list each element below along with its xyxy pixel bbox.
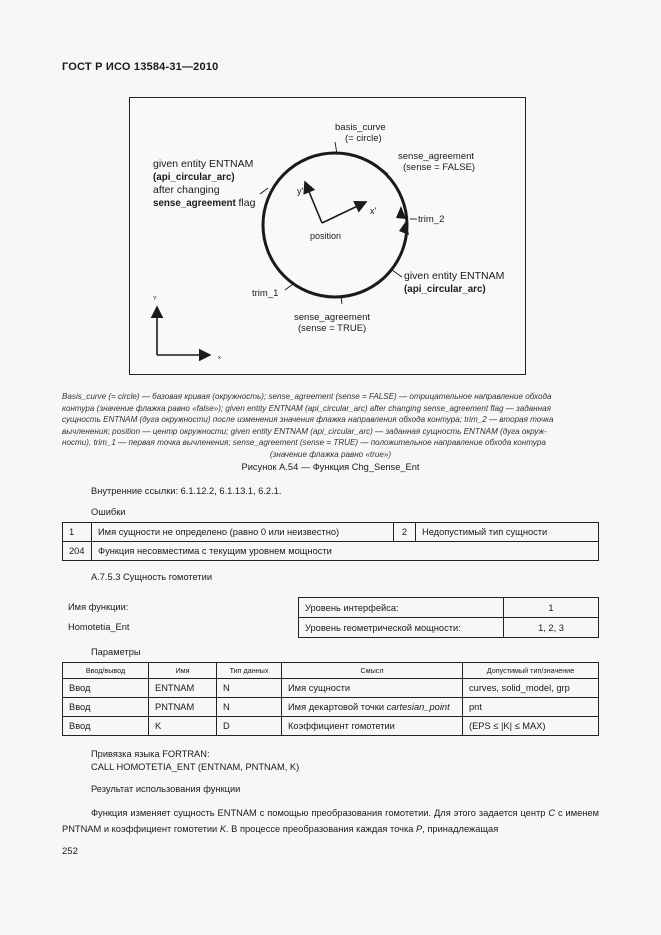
section-heading: А.7.5.3 Сущность гомотетии bbox=[91, 572, 213, 582]
body-text: с именем PNTNAM и коэффициент гомотетии bbox=[62, 808, 599, 834]
error-text: Имя сущности не определено (равно 0 или неизвестно) bbox=[92, 523, 394, 542]
fortran-title: Привязка языка FORTRAN: bbox=[91, 749, 210, 759]
column-header: Имя bbox=[149, 663, 217, 679]
figure-diagram bbox=[130, 98, 527, 376]
body-text: . В процессе преобразования каждая точка bbox=[226, 823, 417, 834]
param-io: Ввод bbox=[63, 717, 149, 736]
column-header: Тип данных bbox=[217, 663, 282, 679]
error-code: 2 bbox=[394, 523, 416, 542]
table-row bbox=[63, 523, 599, 542]
label-y-prime: y' bbox=[297, 186, 304, 196]
figure-caption: Рисунок А.54 — Функция Chg_Sense_Ent bbox=[241, 462, 420, 472]
legend-line-5: ности), trim_1 — первая точка вычленения; sense_agreement (sense = TRUE) — положительное направление обхода контура bbox=[62, 438, 546, 448]
prop-label: Уровень геометрической мощности: bbox=[299, 618, 504, 638]
param-name: K bbox=[149, 717, 217, 736]
label-flag-word: flag bbox=[238, 197, 256, 209]
body-text: Функция изменяет сущность ENTNAM с помощью преобразования гомотетии. Для этого задается центр bbox=[91, 808, 549, 818]
result-heading: Результат использования функции bbox=[91, 784, 241, 794]
figure-frame bbox=[129, 97, 526, 375]
param-type: N bbox=[217, 679, 282, 698]
column-header: Смысл bbox=[282, 663, 463, 679]
table-row bbox=[63, 679, 599, 698]
legend-line-1: Basis_curve (= circle) — базовая кривая (окружность); sense_agreement (sense = FALSE) — отрицательное направление обхода bbox=[62, 392, 552, 401]
document-header: ГОСТ Р ИСО 13584-31—2010 bbox=[62, 61, 219, 73]
function-props-table bbox=[298, 597, 599, 638]
label-after-changing: after changing bbox=[153, 184, 220, 196]
legend-line-6: (значение флажка равно «true») bbox=[269, 449, 392, 459]
param-allowed: pnt bbox=[463, 698, 599, 717]
errors-title: Ошибки bbox=[91, 507, 126, 517]
label-api-circular-arc-1: (api_circular_arc) bbox=[153, 172, 235, 183]
legend-line-3: сущность ENTNAM (дуга окружности) после изменения значения флажка направления обхода контура; trim_2 — вторая точка bbox=[62, 415, 554, 425]
leader-given-1 bbox=[260, 188, 268, 194]
prop-value: 1 bbox=[504, 598, 599, 618]
param-meaning bbox=[282, 698, 463, 717]
table-row bbox=[299, 618, 599, 638]
x-prime-axis bbox=[322, 202, 366, 223]
fortran-call: CALL HOMOTETIA_ENT (ENTNAM, PNTNAM, K) bbox=[91, 762, 300, 772]
param-name: PNTNAM bbox=[149, 698, 217, 717]
param-allowed: (EPS ≤ |K| ≤ MAX) bbox=[463, 717, 599, 736]
body-paragraph bbox=[62, 806, 599, 837]
body-var-c: C bbox=[548, 808, 556, 818]
label-sense-false: (sense = FALSE) bbox=[403, 162, 476, 173]
y-prime-axis bbox=[305, 182, 322, 223]
param-meaning-text: Имя сущности bbox=[288, 683, 351, 693]
body-var-k: K bbox=[219, 823, 227, 834]
label-sense-agreement-top: sense_agreement bbox=[398, 151, 475, 162]
leader-given-2 bbox=[392, 270, 402, 277]
internal-references: Внутренние ссылки: 6.1.12.2, 6.1.13.1, 6.2.1. bbox=[91, 486, 282, 496]
param-meaning bbox=[282, 717, 463, 736]
label-trim-2: trim_2 bbox=[418, 214, 445, 225]
label-sense-true: (sense = TRUE) bbox=[298, 323, 367, 334]
param-io: Ввод bbox=[63, 679, 149, 698]
function-name: Homotetia_Ent bbox=[68, 622, 130, 632]
label-x-prime: x' bbox=[370, 206, 377, 216]
legend-line-4: вычленения; position — центр окружности; given entity ENTNAM (api_circular_arc) — заданная сущность ENTNAM (дуга окруж- bbox=[62, 426, 547, 436]
param-meaning-text: Имя декартовой точки bbox=[288, 702, 387, 712]
prop-label: Уровень интерфейса: bbox=[299, 598, 504, 618]
label-sense-agreement-bottom: sense_agreement bbox=[294, 312, 371, 323]
param-meaning bbox=[282, 679, 463, 698]
page-number: 252 bbox=[62, 846, 78, 857]
label-trim-1: trim_1 bbox=[252, 288, 279, 299]
legend-line-2: контура (значение флажка равно «false»); given entity ENTNAM (api_circular_arc) after changing sense_agreement flag — заданная bbox=[62, 403, 551, 413]
param-type: D bbox=[217, 717, 282, 736]
label-position: position bbox=[310, 231, 342, 241]
function-name-label: Имя функции: bbox=[68, 602, 129, 612]
errors-table bbox=[62, 522, 599, 561]
table-row bbox=[299, 598, 599, 618]
table-row bbox=[63, 717, 599, 736]
label-axis-x: x bbox=[218, 355, 221, 361]
label-given-entity-1: given entity ENTNAM bbox=[153, 158, 254, 170]
basis-circle bbox=[263, 153, 407, 297]
param-allowed: curves, solid_model, grp bbox=[463, 679, 599, 698]
param-meaning-italic: cartesian_point bbox=[386, 702, 450, 712]
params-table bbox=[62, 662, 599, 736]
error-code: 204 bbox=[63, 542, 92, 561]
param-name: ENTNAM bbox=[149, 679, 217, 698]
label-sense-flag-bold: sense_agreement bbox=[153, 198, 236, 209]
param-type: N bbox=[217, 698, 282, 717]
error-code: 1 bbox=[63, 523, 92, 542]
column-header: Допустимый тип/значение bbox=[463, 663, 599, 679]
column-header: Ввод/вывод bbox=[63, 663, 149, 679]
table-header-row bbox=[63, 663, 599, 679]
table-row bbox=[63, 542, 599, 561]
label-api-circular-arc-2: (api_circular_arc) bbox=[404, 284, 486, 295]
label-axis-y: Y bbox=[153, 296, 157, 302]
figure-legend bbox=[62, 391, 599, 461]
leader-trim1 bbox=[285, 284, 293, 290]
label-given-entity-2: given entity ENTNAM bbox=[404, 270, 505, 282]
error-text: Недопустимый тип сущности bbox=[416, 523, 599, 542]
params-title: Параметры bbox=[91, 647, 141, 657]
param-io: Ввод bbox=[63, 698, 149, 717]
prop-value: 1, 2, 3 bbox=[504, 618, 599, 638]
body-var-p: P bbox=[416, 823, 423, 834]
label-basis-curve: basis_curve bbox=[335, 122, 386, 133]
error-text: Функция несовместима с текущим уровнем мощности bbox=[92, 542, 599, 561]
label-basis-curve-note: (= circle) bbox=[345, 133, 382, 144]
table-row bbox=[63, 698, 599, 717]
label-sense-flag bbox=[153, 197, 256, 209]
param-meaning-text: Коэффициент гомотетии bbox=[288, 721, 395, 731]
body-text: , принадлежащая bbox=[422, 823, 499, 834]
